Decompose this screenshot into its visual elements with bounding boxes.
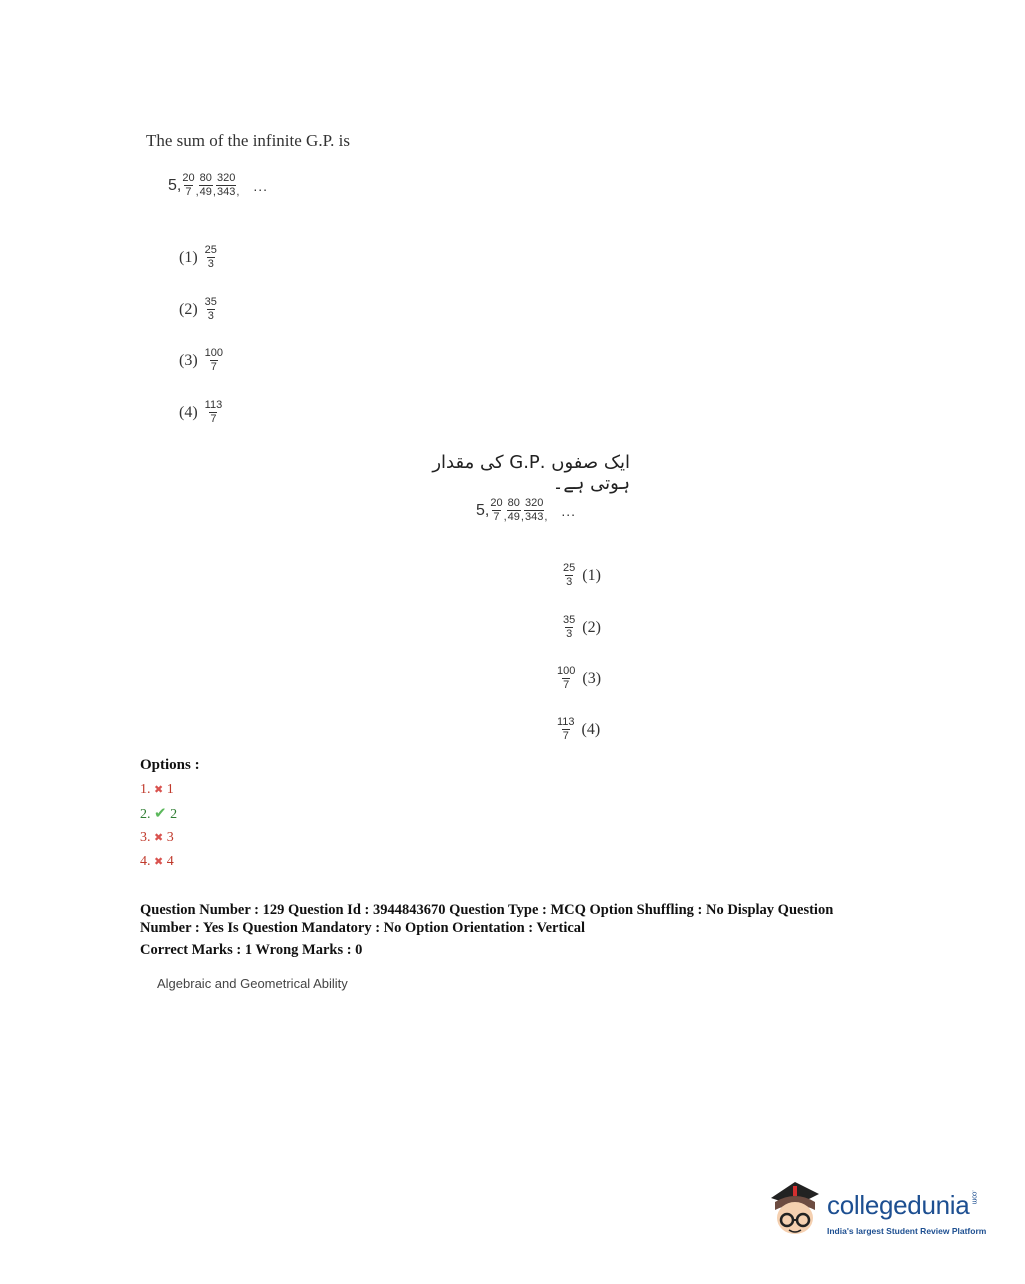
sequence-fraction: $\frac{20}{7}$ xyxy=(182,172,195,198)
sequence-first-term: 5, xyxy=(168,176,182,194)
question-stem-en: The sum of the infinite G.P. is xyxy=(146,131,350,150)
answer-option-3: 3. ✖ 3 xyxy=(140,830,174,845)
sequence-en: 5, $\frac{20}{7}$ , $\frac{80}{49}$ , $\frac{320}{343}$ , ... xyxy=(168,172,269,198)
meta-line-3: Correct Marks : 1 Wrong Marks : 0 xyxy=(140,942,363,958)
answer-options-list xyxy=(140,778,177,873)
brand-tagline: India's largest Student Review Platform xyxy=(827,1226,987,1236)
cross-icon: ✖ xyxy=(154,783,164,796)
question-meta xyxy=(140,901,920,959)
sequence-fraction: $\frac{80}{49}$ xyxy=(199,172,212,198)
sequence-fraction: $\frac{80}{49}$ xyxy=(507,497,520,523)
brand-name: collegedunia.com xyxy=(827,1190,978,1220)
option-en-3: (3) $\frac{100}{7}$ xyxy=(179,347,224,373)
check-icon: ✔ xyxy=(154,803,167,822)
meta-line-2: Number : Yes Is Question Mandatory : No Option Orientation : Vertical xyxy=(140,920,586,936)
option-en-4: (4) $\frac{113}{7}$ xyxy=(179,399,223,425)
sequence-ellipsis: ... xyxy=(561,502,577,519)
option-en-1: (1) $\frac{25}{3}$ xyxy=(179,244,217,270)
section-label: Algebraic and Geometrical Ability xyxy=(157,976,348,991)
options-heading: Options : xyxy=(140,757,200,773)
mascot-icon xyxy=(765,1176,827,1242)
sequence-ur: 5, $\frac{20}{7}$ , $\frac{80}{49}$ , $\frac{320}{343}$ , ... xyxy=(476,497,577,523)
meta-line-1: Question Number : 129 Question Id : 3944843670 Question Type : MCQ Option Shuffling : No Display Question xyxy=(140,902,834,918)
answer-option-4: 4. ✖ 4 xyxy=(140,853,174,869)
answer-option-1: 1. ✖ 1 xyxy=(140,782,174,797)
cross-icon: ✖ xyxy=(154,854,164,868)
sequence-fraction: $\frac{320}{343}$ xyxy=(216,172,236,198)
option-ur-1: $\frac{25}{3}$ (1) xyxy=(563,562,601,588)
question-stem-ur: ایک صفوں .G.P کی مقدار ہوتی ہے۔ xyxy=(432,452,630,494)
sequence-fraction: $\frac{320}{343}$ xyxy=(524,497,544,523)
option-ur-3: $\frac{100}{7}$ (3) xyxy=(557,665,602,691)
brand-suffix: .com xyxy=(970,1190,978,1204)
option-en-2: (2) $\frac{35}{3}$ xyxy=(179,296,217,322)
cross-icon: ✖ xyxy=(154,831,164,844)
option-ur-4: $\frac{113}{7}$ (4) xyxy=(557,716,601,742)
sequence-first-term: 5, xyxy=(476,501,490,519)
option-ur-2: $\frac{35}{3}$ (2) xyxy=(563,614,601,640)
sequence-fraction: $\frac{20}{7}$ xyxy=(490,497,503,523)
brand-logo xyxy=(765,1176,1005,1248)
answer-option-2: 2. ✔ 2 xyxy=(140,803,178,822)
sequence-ellipsis: ... xyxy=(253,177,269,194)
